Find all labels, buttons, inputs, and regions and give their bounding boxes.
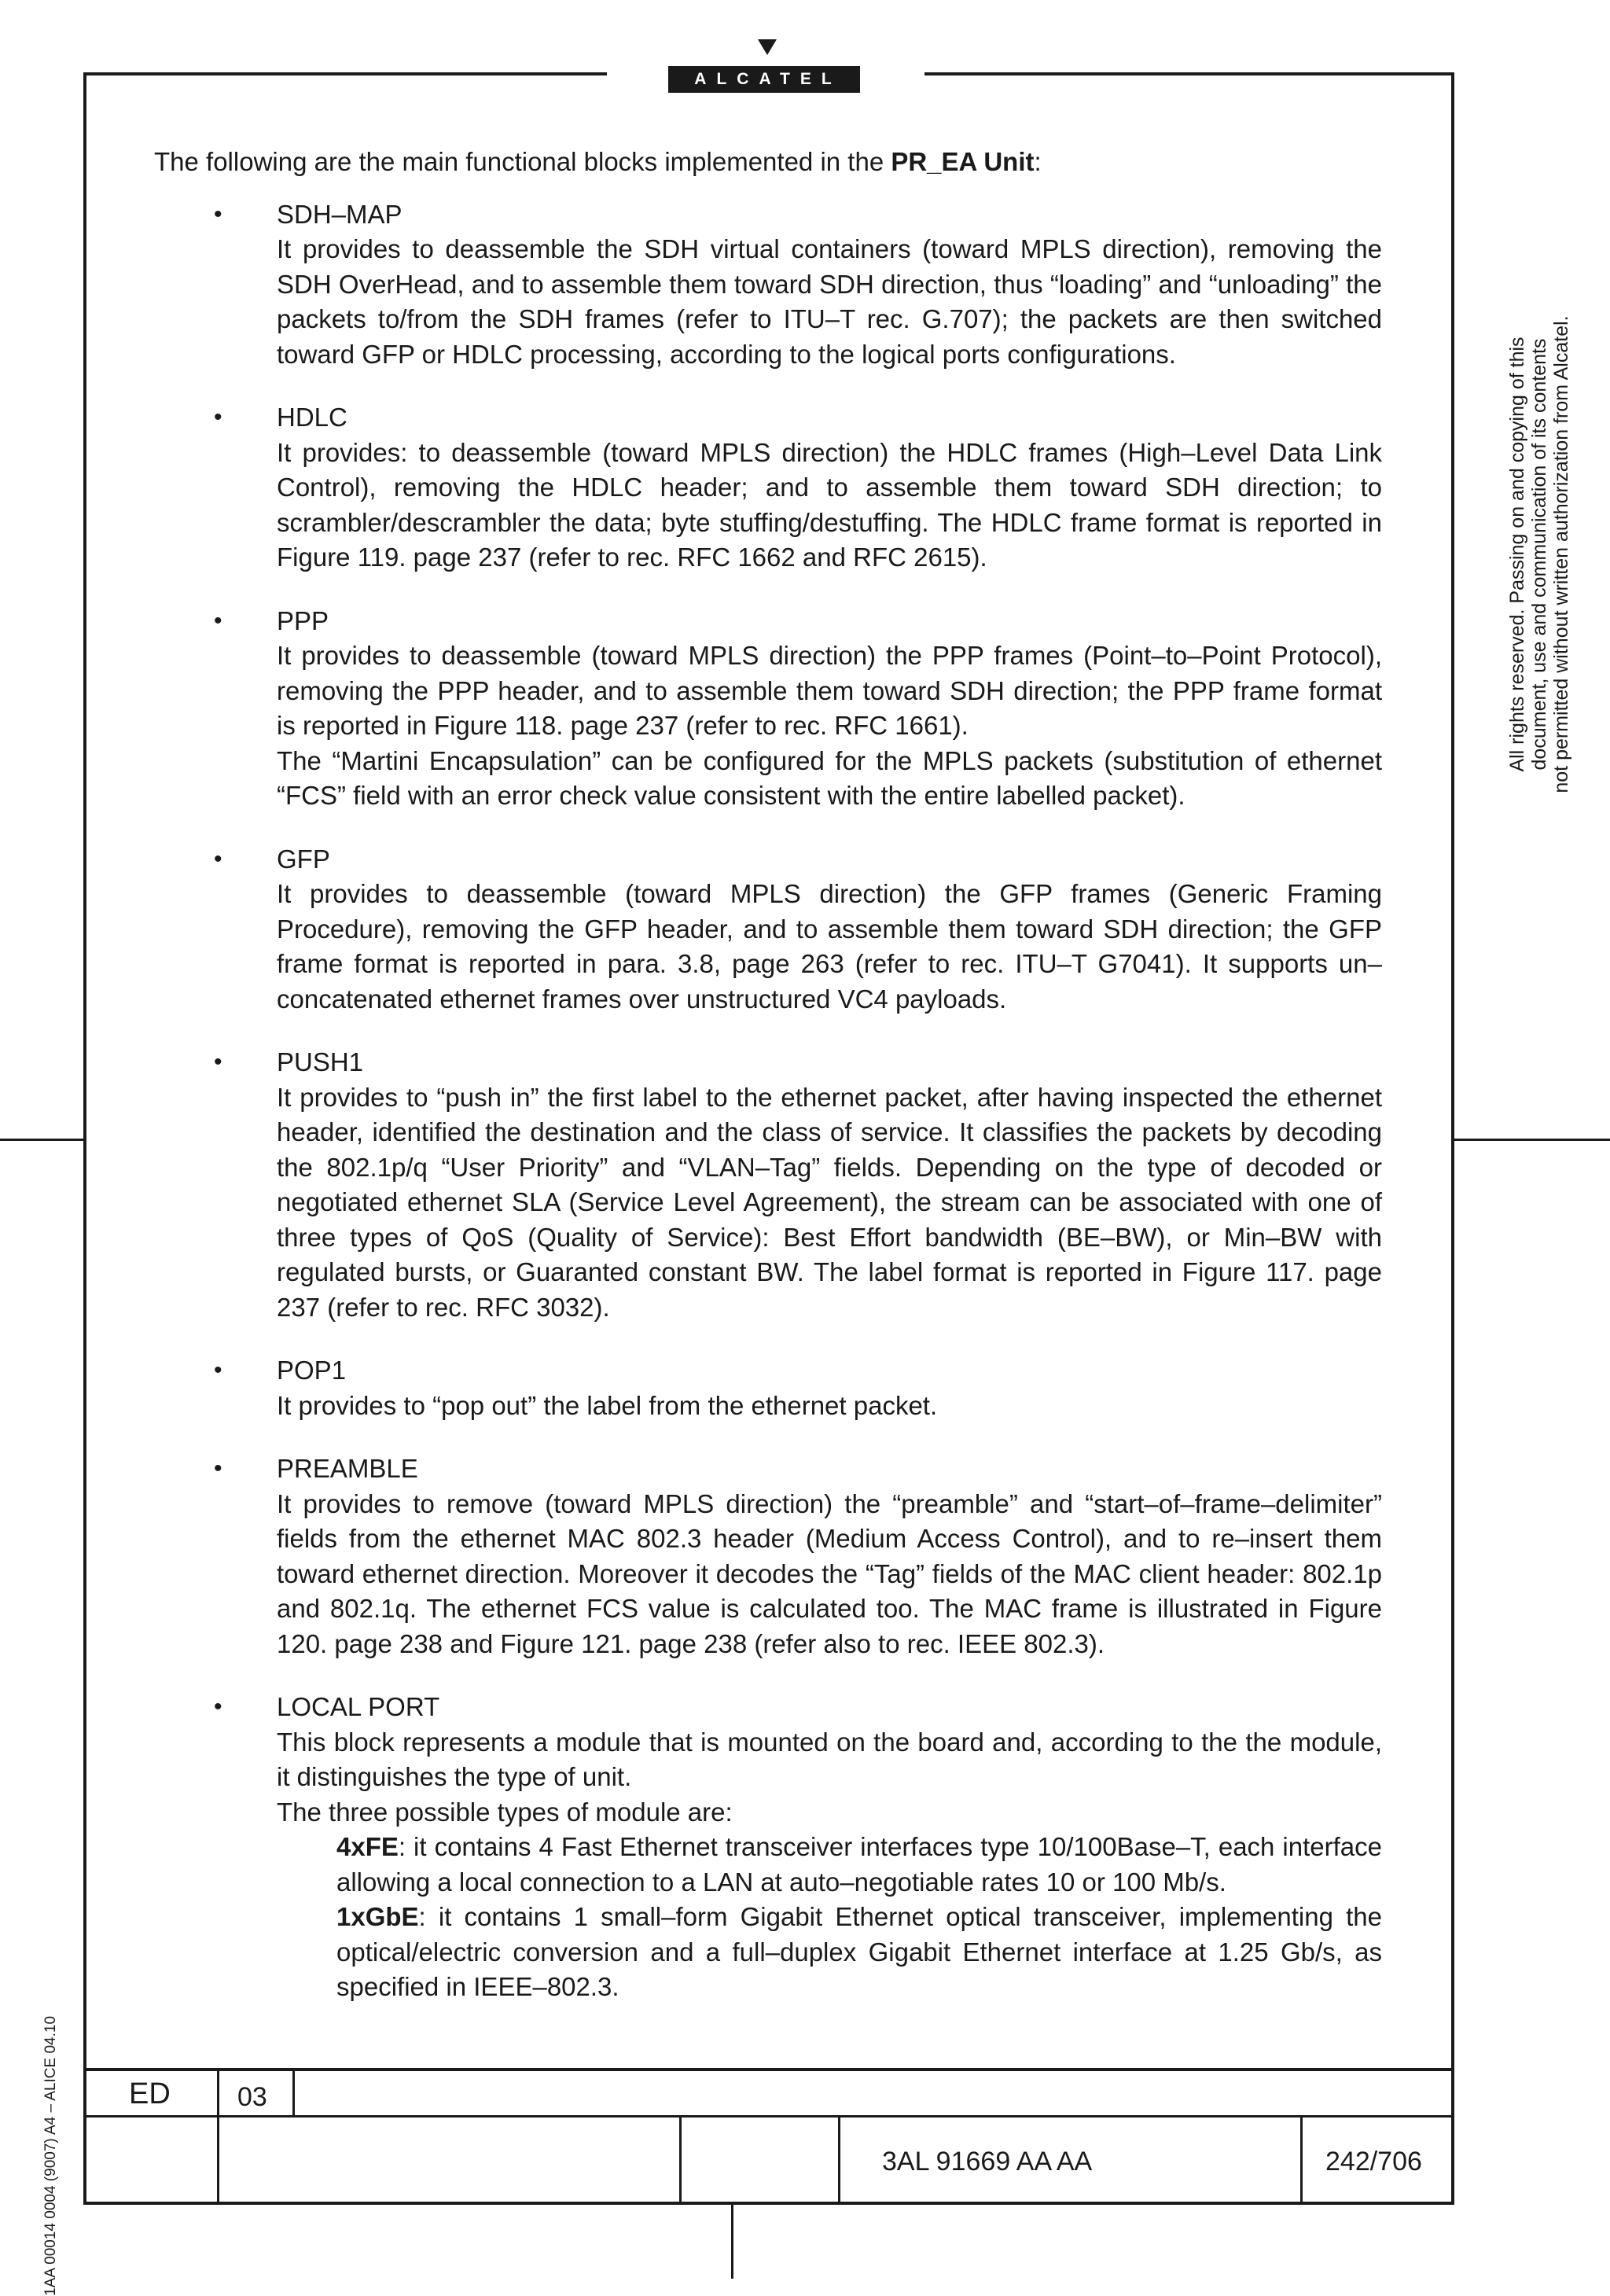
block-description: It provides to “push in” the first label to the ethernet packet, after having inspected the ethernet header, identified the destination and the class of service. It classifies the packets by decoding the 802.1p/q “User Priority” and “VLAN–Tag” fields. Depending on the type of decoded or negotiated ethernet SLA (Service Level Agreement), the stream can be associated with one of three types of QoS (Quality of Service): Best Effort bandwidth (BE–BW), or Min–BW with regulated bursts, or Guaranted constant BW. The label format is reported in Figure 117. page 237 (refer to rec. RFC 3032). — [277, 1082, 1382, 1322]
document-body — [154, 145, 1382, 2033]
binding-mark-bottom — [731, 2203, 733, 2279]
frame-left — [83, 72, 86, 2203]
bullet-icon: • — [214, 201, 222, 227]
bullet-icon: • — [214, 1049, 222, 1075]
document-code: 3AL 91669 AA AA — [882, 2147, 1093, 2176]
functional-block-list — [154, 197, 1382, 2005]
block-title: PPP — [277, 605, 329, 635]
block-title: POP1 — [277, 1356, 347, 1385]
block-title: PREAMBLE — [277, 1454, 418, 1483]
list-item-ppp — [154, 604, 1382, 814]
list-item-hdlc — [154, 400, 1382, 576]
block-description: This block represents a module that is mounted on the board and, according to the the module, it distinguishes the type of unit. — [277, 1727, 1382, 1791]
bullet-icon: • — [214, 1455, 222, 1481]
footer-divider-1 — [217, 2068, 219, 2203]
frame-top-left — [83, 72, 607, 75]
alcatel-logo-triangle-icon — [758, 39, 777, 55]
block-title: GFP — [277, 844, 330, 874]
list-item-gfp — [154, 842, 1382, 1017]
block-title: PUSH1 — [277, 1047, 364, 1076]
footer-line-bottom — [83, 2202, 1454, 2205]
form-code: 1AA 00014 0004 (9007) A4 – ALICE 04.10 — [42, 2015, 59, 2296]
block-description: It provides to remove (toward MPLS direction) the “preamble” and “start–of–frame–delimiter” fields from the ethernet MAC 802.3 header (Medium Access Control), and to re–insert them toward ethernet direction. Moreover it decodes the “Tag” fields of the MAC client header: 802.1p and 802.1q. The ethernet FCS value is calculated too. The MAC frame is illustrated in Figure 120. page 238 and Figure 121. page 238 (refer also to rec. IEEE 802.3). — [277, 1488, 1382, 1658]
bullet-icon: • — [214, 1694, 222, 1720]
list-item-preamble — [154, 1452, 1382, 1661]
copyright-notice: All rights reserved. Passing on and copying of this document, use and communication of its contents not permitted without written authorization from Alcatel. — [1506, 315, 1572, 793]
footer-divider-3 — [679, 2115, 682, 2203]
block-description-extra: The three possible types of module are: — [277, 1797, 733, 1827]
list-item-push1 — [154, 1045, 1382, 1325]
block-description: It provides to deassemble (toward MPLS direction) the GFP frames (Generic Framing Procedure), removing the GFP header, and to assemble them toward SDH direction; the GFP frame format is reported in para. 3.8, page 263 (refer to rec. ITU–T G7041). It supports un–concatenated ethernet frames over unstructured VC4 payloads. — [277, 879, 1382, 1014]
block-title: LOCAL PORT — [277, 1692, 440, 1721]
module-name: 4xFE — [336, 1832, 399, 1861]
footer-divider-2 — [292, 2068, 295, 2117]
block-title: SDH–MAP — [277, 199, 402, 229]
margin-mark-right — [1454, 1139, 1610, 1141]
footer-line-mid — [83, 2115, 1454, 2118]
block-description: It provides: to deassemble (toward MPLS direction) the HDLC frames (High–Level Data Link Control), removing the HDLC header; and to assemble them toward SDH direction; to scrambler/descrambler the data; byte stuffing/destuffing. The HDLC frame format is reported in Figure 119. page 237 (refer to rec. RFC 1662 and RFC 2615). — [277, 437, 1382, 572]
bullet-icon: • — [214, 404, 222, 430]
module-4xfe: 4xFE: it contains 4 Fast Ethernet transceiver interfaces type 10/100Base–T, each interface allowing a local connection to a LAN at auto–negotiable rates 10 or 100 Mb/s. — [336, 1832, 1382, 1897]
module-1xgbe: 1xGbE: it contains 1 small–form Gigabit Ethernet optical transceiver, implementing the optical/electric conversion and a full–duplex Gigabit Ethernet interface at 1.25 Gb/s, as specified in IEEE–802.3. — [336, 1902, 1382, 2001]
footer-line-top — [83, 2068, 1454, 2071]
frame-right — [1451, 72, 1454, 2203]
block-description: It provides to deassemble the SDH virtual containers (toward MPLS direction), removing the SDH OverHead, and to assemble them toward SDH direction, thus “loading” and “unloading” the packets to/from the SDH frames (refer to ITU–T rec. G.707); the packets are then switched toward GFP or HDLC processing, according to the logical ports configurations. — [277, 234, 1382, 369]
footer-divider-5 — [1300, 2115, 1303, 2203]
block-description-extra: The “Martini Encapsulation” can be configured for the MPLS packets (substitution of ethernet “FCS” field with an error check value consistent with the entire labelled packet). — [277, 745, 1382, 810]
list-item-local-port — [154, 1690, 1382, 2005]
unit-name: PR_EA Unit — [891, 147, 1035, 176]
intro-paragraph: The following are the main functional blocks implemented in the PR_EA Unit: — [154, 147, 1042, 176]
frame-top-right — [924, 72, 1453, 75]
alcatel-logo: ALCATEL — [668, 66, 860, 93]
edition-value: 03 — [237, 2082, 267, 2112]
module-name: 1xGbE — [336, 1902, 419, 1931]
block-description: It provides to “pop out” the label from the ethernet packet. — [277, 1390, 938, 1420]
block-title: HDLC — [277, 403, 347, 432]
footer-divider-4 — [838, 2115, 840, 2203]
list-item-pop1 — [154, 1353, 1382, 1423]
bullet-icon: • — [214, 845, 222, 872]
edition-label: ED — [129, 2077, 171, 2110]
bullet-icon: • — [214, 1357, 222, 1383]
page-number: 242/706 — [1325, 2147, 1422, 2176]
bullet-icon: • — [214, 607, 222, 634]
list-item-sdh-map — [154, 197, 1382, 373]
block-description: It provides to deassemble (toward MPLS direction) the PPP frames (Point–to–Point Protocol), removing the PPP header, and to assemble them toward SDH direction; the PPP frame format is reported in Figure 118. page 237 (refer to rec. RFC 1661). — [277, 641, 1382, 740]
margin-mark-left — [0, 1139, 83, 1141]
